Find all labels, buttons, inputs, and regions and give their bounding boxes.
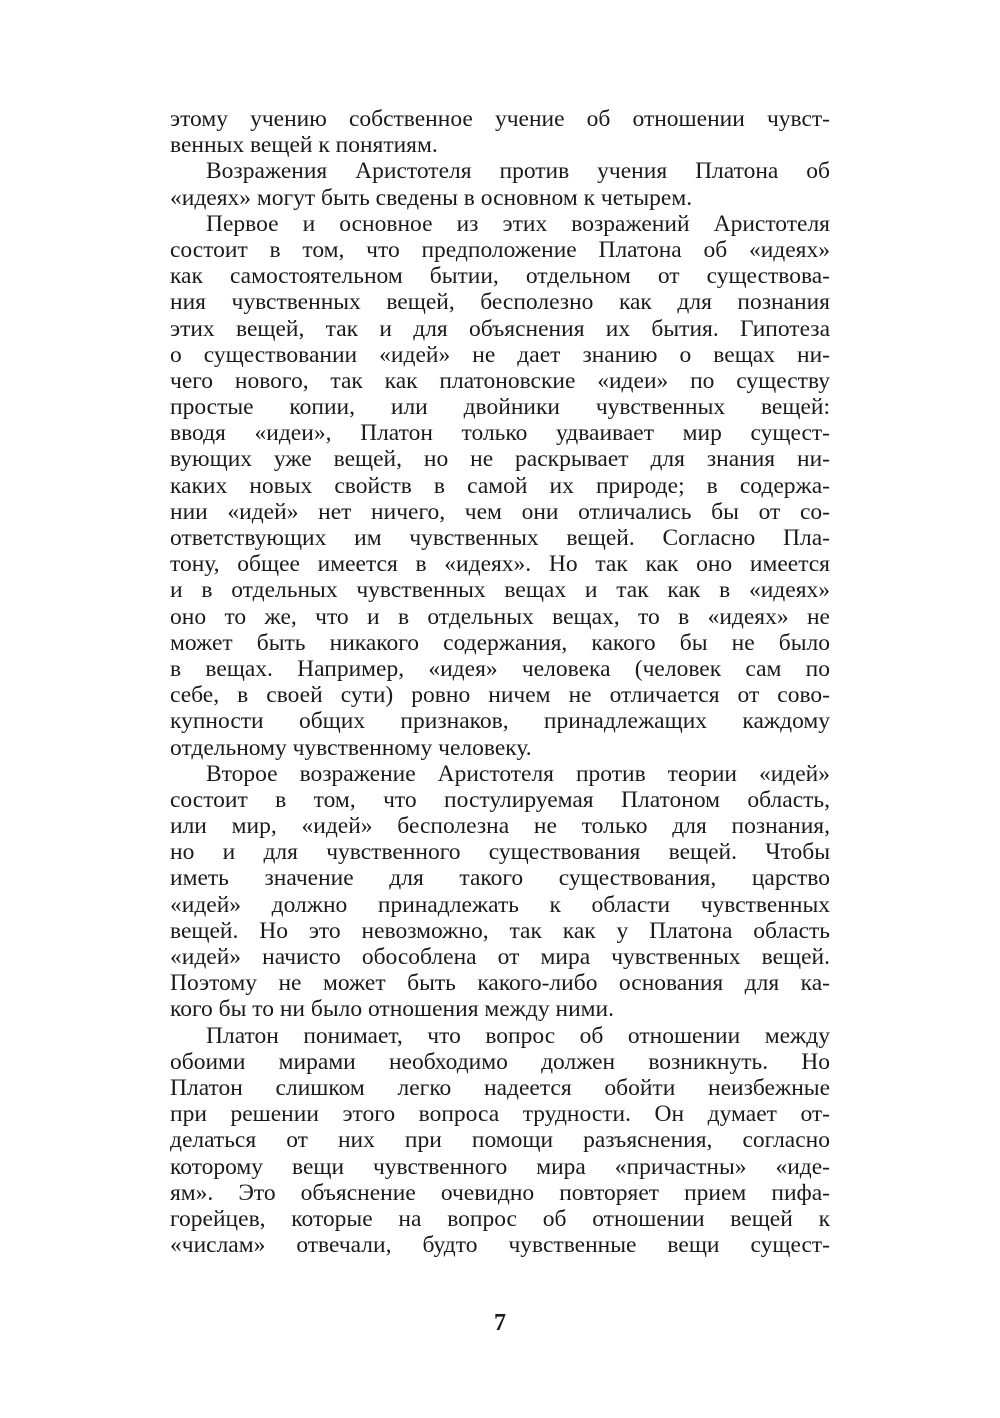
text-line: купности общих признаков, принадлежащих каждому [170,708,830,735]
text-line: и в отдельных чувственных вещах и так как в «идеях» [170,577,830,604]
text-line: в вещах. Например, «идея» человека (человек сам по [170,655,830,682]
text-line: кого бы то ни было отношения между ними. [170,996,614,1023]
text-line: или мир, «идей» бесполезна не только для познания, [170,813,830,840]
text-line: нии «идей» нет ничего, чем они отличались бы от со- [170,498,830,525]
text-line: состоит в том, что постулируемая Платоном область, [170,786,830,813]
text-line: «числам» отвечали, будто чувственные вещи сущест- [170,1232,830,1259]
text-line: чего нового, так как платоновские «идеи» по существу [170,367,830,394]
text-line: Поэтому не может быть какого-либо основания для ка- [170,970,830,997]
body-text [170,106,830,1258]
text-line: этому учению собственное учение об отношении чувст- [170,106,830,132]
text-line: но и для чувственного существования вещей. Чтобы [170,839,830,866]
text-line: отдельному чувственному человеку. [170,734,532,761]
page-number: 7 [494,1310,506,1336]
text-line: делаться от них при помощи разъяснения, согласно [170,1127,830,1154]
text-line: ния чувственных вещей, бесполезно как для познания [170,289,830,316]
text-line: может быть никакого содержания, какого бы не было [170,629,830,656]
text-line: оно то же, что и в отдельных вещах, то в «идеях» не [170,603,830,630]
text-line: каких новых свойств в самой их природе; в содержа- [170,472,830,499]
text-line: Первое и основное из этих возражений Аристотеля [206,210,830,237]
text-line: Платон понимает, что вопрос об отношении между [206,1022,830,1049]
text-line: ответствующих им чувственных вещей. Согласно Пла- [170,525,830,551]
text-line: Платон слишком легко надеется обойти неизбежные [170,1074,830,1101]
text-line: вводя «идеи», Платон только удваивает мир сущест- [170,420,830,447]
text-line: при решении этого вопроса трудности. Он думает от- [170,1101,830,1128]
text-line: вующих уже вещей, но не раскрывает для знания ни- [170,446,830,473]
text-line: «идей» должно принадлежать к области чувственных [170,891,830,918]
text-line: о существовании «идей» не дает знанию о вещах ни- [170,341,830,368]
text-line: которому вещи чувственного мира «причастны» «иде- [170,1153,830,1180]
text-line: обоими мирами необходимо должен возникнуть. Но [170,1048,830,1075]
text-line: Второе возражение Аристотеля против теории «идей» [206,760,830,787]
text-line: ям». Это объяснение очевидно повторяет прием пифа- [170,1179,830,1206]
text-line: этих вещей, так и для объяснения их бытия. Гипотеза [170,315,830,342]
text-line: иметь значение для такого существования, царство [170,865,830,892]
text-line: простые копии, или двойники чувственных вещей: [170,394,830,421]
text-line: «идей» начисто обособлена от мира чувственных вещей. [170,944,830,970]
text-line: «идеях» могут быть сведены в основном к четырем. [170,184,693,211]
text-line: Возражения Аристотеля против учения Платона об [206,158,830,185]
text-line: тону, общее имеется в «идеях». Но так как оно имеется [170,551,830,578]
text-line: горейцев, которые на вопрос об отношении вещей к [170,1205,830,1232]
text-line: как самостоятельном бытии, отдельном от существова- [170,263,830,290]
text-line: себе, в своей сути) ровно ничем не отличается от сово- [170,682,830,709]
text-line: состоит в том, что предположение Платона об «идеях» [170,236,830,263]
text-line: венных вещей к понятиям. [170,132,438,159]
text-line: вещей. Но это невозможно, так как у Платона область [170,917,830,944]
